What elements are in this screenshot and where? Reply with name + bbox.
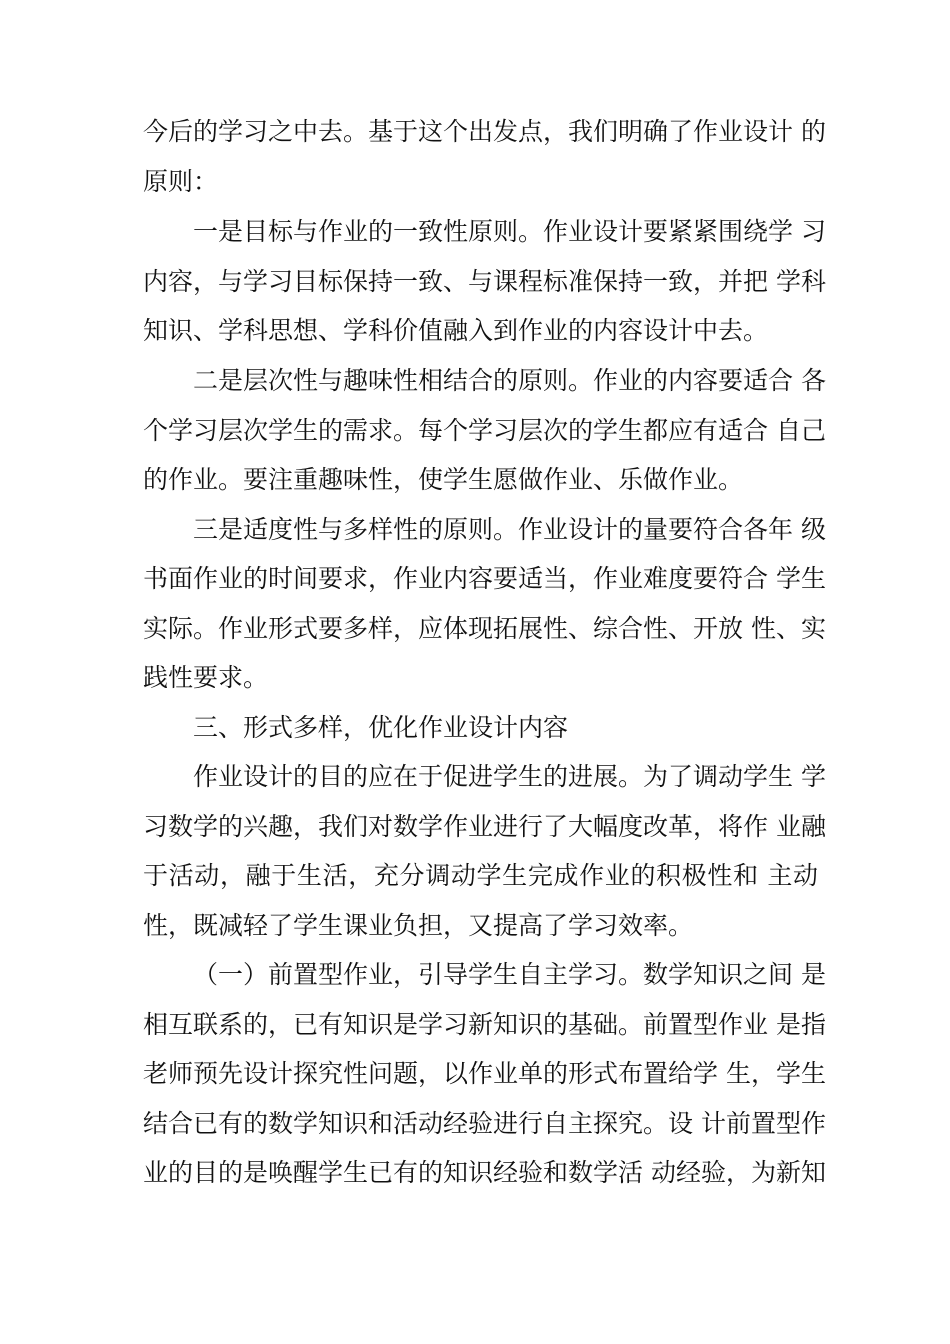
section-heading: 三、形式多样，优化作业设计内容	[193, 713, 569, 742]
text-line: 三是适度性与多样性的原则。作业设计的量要符合各年 级	[193, 515, 826, 544]
text-line: 作业设计的目的应在于促进学生的进展。为了调动学生 学	[193, 762, 826, 791]
text-line: 二是层次性与趣味性相结合的原则。作业的内容要适合 各	[193, 366, 826, 395]
text-line: 原则：	[143, 167, 219, 196]
text-line: 结合已有的数学知识和活动经验进行自主探究。设 计前置型作	[143, 1109, 826, 1138]
text-line: 内容，与学习目标保持一致、与课程标准保持一致，并把 学科	[143, 267, 826, 296]
text-line: 践性要求。	[143, 663, 269, 692]
text-line: 书面作业的时间要求，作业内容要适当，作业难度要符合 学生	[143, 564, 826, 593]
text-line: 业的目的是唤醒学生已有的知识经验和数学活 动经验，为新知	[143, 1158, 826, 1187]
text-line: 的作业。要注重趣味性，使学生愿做作业、乐做作业。	[143, 465, 744, 494]
text-line: 习数学的兴趣，我们对数学作业进行了大幅度改革，将作 业融	[143, 812, 826, 841]
text-line: 个学习层次学生的需求。每个学习层次的学生都应有适合 自己	[143, 416, 826, 445]
text-line: 性，既减轻了学生课业负担，又提高了学习效率。	[143, 911, 694, 940]
text-line: 于活动，融于生活，充分调动学生完成作业的积极性和 主动	[143, 861, 818, 890]
text-line: 一是目标与作业的一致性原则。作业设计要紧紧围绕学 习	[193, 217, 826, 246]
text-line: （一）前置型作业，引导学生自主学习。数学知识之间 是	[193, 960, 826, 989]
text-line: 今后的学习之中去。基于这个出发点，我们明确了作业设计 的	[143, 117, 826, 146]
text-line: 实际。作业形式要多样，应体现拓展性、综合性、开放 性、实	[143, 614, 826, 643]
text-line: 相互联系的，已有知识是学习新知识的基础。前置型作业 是指	[143, 1010, 826, 1039]
text-line: 知识、学科思想、学科价值融入到作业的内容设计中去。	[143, 316, 769, 345]
text-line: 老师预先设计探究性问题，以作业单的形式布置给学 生，学生	[143, 1059, 826, 1088]
